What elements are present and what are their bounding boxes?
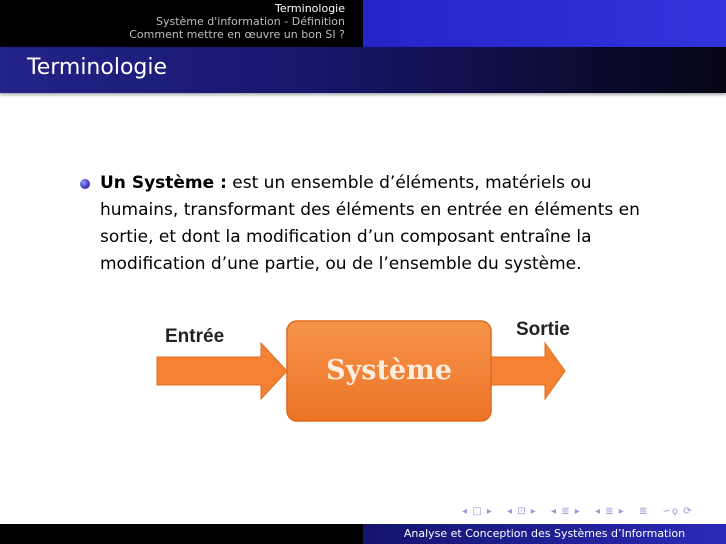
beamer-navigation-symbols: [462, 506, 703, 517]
section-link-terminologie[interactable]: Terminologie: [274, 2, 345, 15]
input-arrow: [157, 343, 287, 399]
footer-right-panel: [363, 524, 726, 544]
output-label: Sortie: [516, 319, 570, 340]
definition-text: [100, 170, 670, 278]
section-link-mettre-en-oeuvre[interactable]: Comment mettre en œuvre un bon SI ?: [129, 28, 345, 41]
bullet-icon: [80, 179, 90, 189]
frame-title-bar: [0, 47, 726, 93]
section-link-systeme-information[interactable]: Système d'information - Définition: [155, 15, 345, 28]
input-label: Entrée: [165, 326, 225, 347]
frame-title: Terminologie: [27, 55, 168, 80]
subsection-nav-arrows[interactable]: ◂ ⊡ ▸: [507, 506, 537, 517]
system-diagram: [155, 305, 595, 435]
appendix-nav-icon[interactable]: ≣: [638, 506, 649, 517]
system-box-label: Système: [326, 355, 452, 386]
definition-term: Un Système :: [100, 173, 227, 193]
frame-nav-arrows[interactable]: ◂ □ ▸: [462, 506, 493, 517]
output-arrow: [489, 343, 565, 399]
search-back-forward-icon[interactable]: ∽ϙ ⟳: [662, 506, 693, 517]
footer-left-panel: [0, 524, 363, 544]
section-nav-arrows[interactable]: ◂ ≣ ▸: [551, 506, 581, 517]
definition-body: est un ensemble d’éléments, matériels ou humains, transformant des éléments en entrée en éléments en sortie, et dont la modification d’un composant entraîne la modification d’une partie, ou de l’ensemble du système.: [100, 173, 640, 274]
section-navigation-bar: [0, 0, 726, 47]
footer-title: Analyse et Conception des Systèmes d’Information: [403, 527, 686, 540]
document-nav-arrows[interactable]: ◂ ≣ ▸: [594, 506, 625, 517]
footer-bar: [0, 524, 726, 544]
subsection-navigation-panel: [363, 0, 726, 47]
section-list: [129, 2, 345, 41]
